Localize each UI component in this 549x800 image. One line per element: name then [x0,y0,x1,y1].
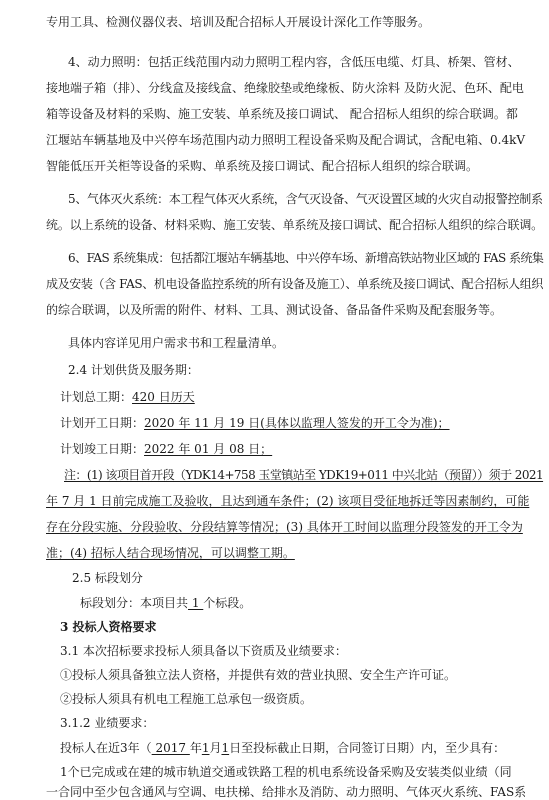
field-value: 2020 年 11 月 19 日(具体以监理人签发的开工令为准)； [144,416,450,430]
day-value: 1 [221,741,230,755]
text-line: 一合同中至少包含通风与空调、电扶梯、给排水及消防、动力照明、气体灭火系统、FAS系 [46,785,527,799]
text-line: 箱等设备及材料的采购、施工安装、单系统及接口调试、 配合招标人组织的综合联调。都 [46,107,518,121]
total-duration-line [60,389,195,405]
note-line: 存在分段实施、分段验收、分段结算等情况；(3) 具体开工时间以监理分段签发的开工令为 [46,520,523,534]
paragraph-gas-fire: 5、气体灭火系统：本工程气体灭火系统，含气灭设备、气灭设置区域的火灾自动报警控制系 [68,192,543,206]
text-line: ①投标人须具备独立法人资格，并提供有效的营业执照、安全生产许可证。 [60,668,457,682]
paragraph-fas: 6、FAS 系统集成：包括都江堰站车辆基地、中兴停车场、新增高铁站物业区域的 FAS 系统集 [68,251,544,265]
month-value: 1 [201,741,210,755]
text-line: 3.1 本次招标要求投标人须具备以下资质及业绩要求： [60,644,347,658]
text-line: 的综合联调，以及所需的附件、材料、工具、测试设备、备品备件采购及配套服务等。 [46,303,503,317]
paragraph-power-lighting: 4、动力照明：包括正线范围内动力照明工程内容，含低压电缆、灯具、桥架、管材、 [68,55,520,69]
text-line: 1个已完成或在建的城市轨道交通或铁路工程的机电系统设备采购及安装类似业绩（同 [60,765,512,779]
field-label: 标段划分：本项目共 [80,596,189,610]
field-suffix: 个标段。 [203,596,252,610]
text-line: 接地端子箱（排）、分线盒及接线盒、绝缘胶垫或绝缘板、防火涂料 及防火泥、色环、配电 [46,81,524,95]
section-heading-2-4: 2.4 计划供货及服务期： [68,363,199,377]
lot-count: 1 [188,596,204,610]
text-fragment: 日至投标截止日期，合同签订日期）内，至少具有： [229,741,506,755]
start-date-line [60,415,450,431]
performance-period-line [60,740,505,756]
note-line: 注：(1) 该项目首开段（YDK14+758 玉堂镇站至 YDK19+011 中兴北站（预留））须于 2021 [64,468,544,482]
year-value: 2017 [151,741,190,755]
field-value: 420 日历天 [132,390,195,404]
section-heading-2-5: 2.5 标段划分 [72,571,143,585]
text-line: 具体内容详见用户需求书和工程量清单。 [68,336,285,350]
lot-division-line [80,595,251,611]
text-fragment: 投标人在近3年（ [60,741,152,755]
note-line: 年 7 月 1 日前完成施工及验收，且达到通车条件；(2) 该项目受征地拆迁等因素制约，可能 [46,494,530,508]
field-label: 计划竣工日期： [60,442,145,456]
completion-date-line [60,441,272,457]
text-line: 专用工具、检测仪器仪表、培训及配合招标人开展设计深化工作等服务。 [46,15,431,29]
text-line: 成及安装（含 FAS、机电设备监控系统的所有设备及施工）、单系统及接口调试、配合招标人组织 [46,277,543,291]
text-line: 智能低压开关柜等设备的采购、单系统及接口调试、配合招标人组织的综合联调。 [46,159,479,173]
section-heading-3: 3 投标人资格要求 [60,620,157,634]
note-line: 准；(4) 招标人结合现场情况，可以调整工期。 [46,546,295,560]
field-value: 2022 年 01 月 08 日； [144,442,273,456]
field-label: 计划总工期： [60,390,133,404]
text-line: 江堰站车辆基地及中兴停车场范围内动力照明工程设备采购及配合调试，含配电箱、0.4kV [46,133,526,147]
field-label: 计划开工日期： [60,416,145,430]
text-line: ②投标人须具有机电工程施工总承包一级资质。 [60,692,313,706]
text-line: 统。以上系统的设备、材料采购、施工安装、单系统及接口调试、配合招标人组织的综合联调。 [46,218,543,232]
section-heading-3-1-2: 3.1.2 业绩要求： [60,716,155,730]
text-fragment: 年 [189,741,202,755]
text-fragment: 月 [209,741,222,755]
